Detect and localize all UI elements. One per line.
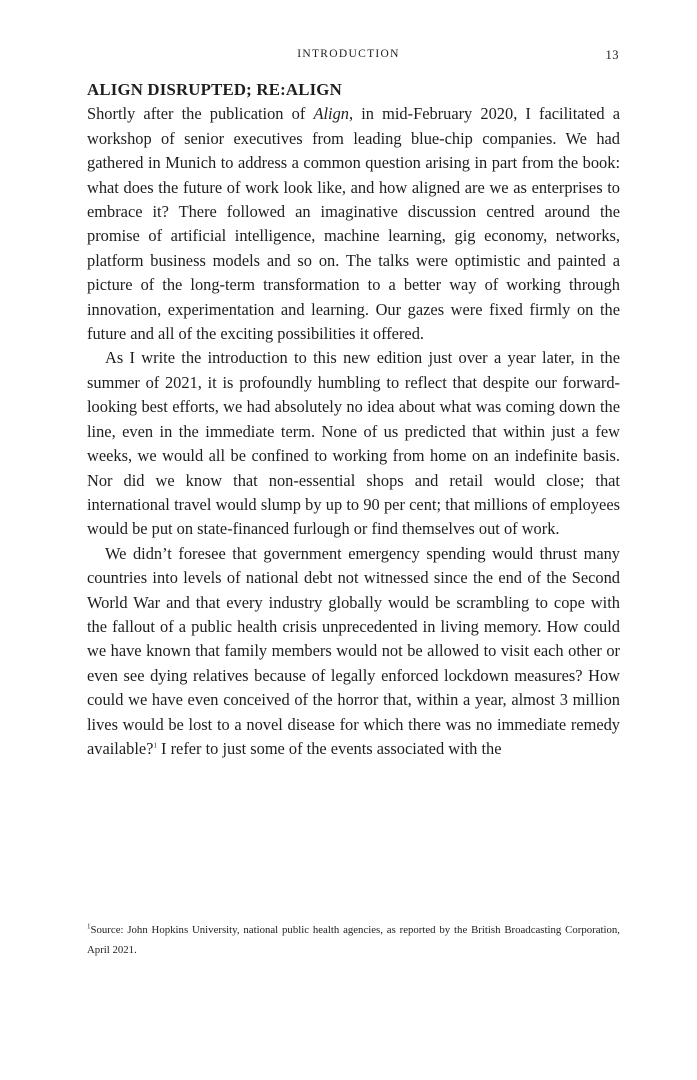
footnote-mark: 1 (87, 922, 91, 931)
footnote-text: Source: John Hopkins University, national public health agencies, as reported by the British Broadcasting Corporation, April 2021. (87, 924, 620, 956)
paragraph-1-text-start: Shortly after the publication of (87, 104, 314, 124)
footnote-reference: 1 (153, 741, 157, 750)
section-heading: ALIGN DISRUPTED; RE:ALIGN (87, 80, 342, 99)
book-title-italic: Align (313, 104, 349, 124)
footnote (87, 920, 620, 960)
paragraph-1-text-end: , in mid-February 2020, I facilitated a workshop of senior executives from leading blue-chip companies. We had gathered in Munich to address a common question arising in part from the book: what does the future of work look like, and how aligned are we as enterprises to embrace it? There followed an imaginative discussion centred around the promise of artificial intelligence, machine learning, gig economy, networks, platform business models and so on. The talks were optimistic and painted a picture of the long-term transformation to a better way of working through innovation, experimentation and learning. Our gazes were fixed firmly on the future and all of the exciting possibilities it offered. (87, 104, 620, 344)
page-number: 13 (605, 48, 619, 62)
body-text (87, 78, 620, 761)
paragraph-1 (87, 102, 620, 346)
paragraph-2: As I write the introduction to this new edition just over a year later, in the summer of 2021, it is profoundly humbling to reflect that despite our forward-looking best efforts, we had absolutely no idea about what was coming down the line, even in the immediate term. None of us predicted that within just a few weeks, we would all be confined to working from home on an indefinite basis. Nor did we know that non-essential shops and retail would close; that international travel would slump by up to 90 per cent; that millions of employees would be put on state-financed furlough or find themselves out of work. (87, 348, 620, 539)
paragraph-3-text-start: We didn’t foresee that government emergency spending would thrust many countries into levels of national debt not witnessed since the end of the Second World War and that every industry globally would be scrambling to cope with the fallout of a public health crisis unprecedented in living memory. How could we have known that family members would not be allowed to visit each other or even see dying relatives because of legally enforced lockdown measures? How could we have even conceived of the horror that, within a year, almost 3 million lives would be lost to a novel disease for which there was no immediate remedy available? (87, 543, 620, 758)
running-title: INTRODUCTION (297, 48, 400, 60)
paragraph-3-text-end: I refer to just some of the events associated with the (156, 738, 502, 758)
paragraph-3 (87, 542, 620, 762)
running-head (0, 48, 697, 64)
